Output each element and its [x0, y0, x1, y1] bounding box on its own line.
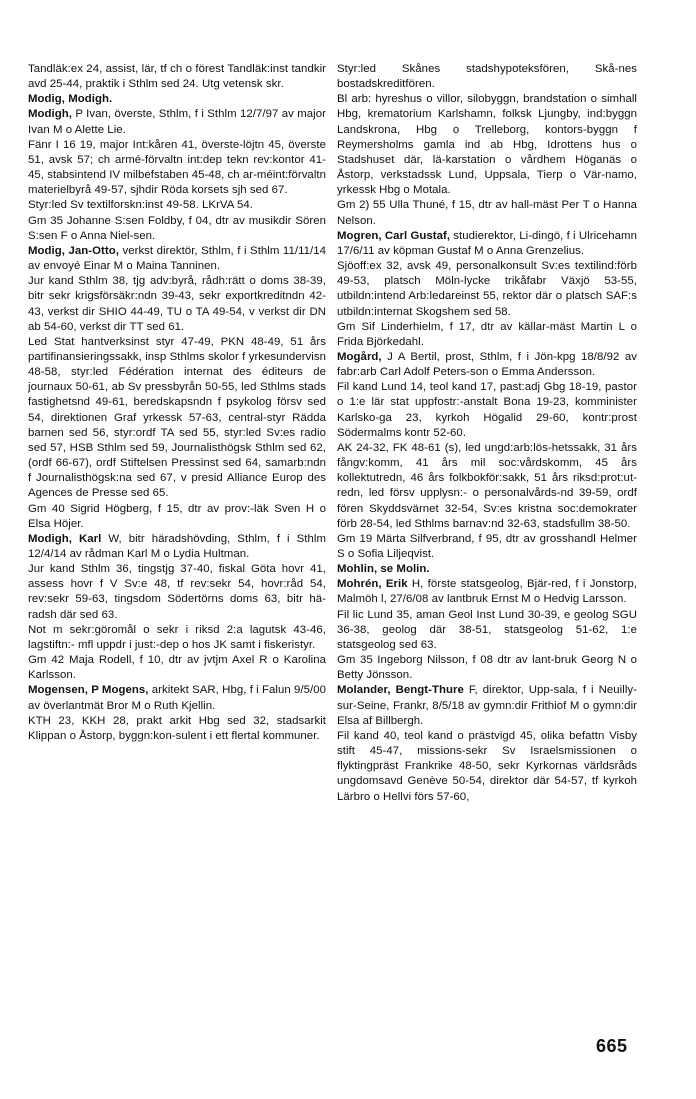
- entry-headword: Mohrén, Erik: [337, 578, 408, 591]
- right-column: [337, 62, 637, 805]
- entry-text: Fil lic Lund 35, aman Geol Inst Lund 30-39, e geolog SGU 36-38, geolog där 38-51, statsgeolog 51-62, 1:e statsgeolog sed 63.: [337, 608, 637, 651]
- entry-paragraph: [28, 244, 326, 274]
- entry-paragraph: [337, 577, 637, 607]
- entry-paragraph: [28, 653, 326, 683]
- entry-paragraph: [337, 562, 637, 577]
- entry-text: Gm 19 Märta Silfverbrand, f 95, dtr av grosshandl Helmer S o Sofia Liljeqvist.: [337, 532, 637, 560]
- entry-headword: Molander, Bengt-Thure: [337, 684, 464, 697]
- entry-text: Fil kand Lund 14, teol kand 17, past:adj Gbg 18-19, pastor o 1:e lär stat uppfostr:-anstalt Bona 19-23, komminister Karlsko-ga 23, kyrkoh Högalid 29-60, kontr:prost Södermalms kontr 52-60.: [337, 381, 637, 439]
- entry-paragraph: [337, 350, 637, 380]
- entry-paragraph: [28, 62, 326, 92]
- entry-paragraph: [28, 107, 326, 137]
- entry-text: Gm 40 Sigrid Högberg, f 15, dtr av prov:-läk Sven H o Elsa Höjer.: [28, 502, 326, 530]
- entry-headword: Mogren, Carl Gustaf,: [337, 229, 451, 242]
- entry-text: J A Bertil, prost, Sthlm, f i Jön-kpg 18/8/92 av fabr:arb Carl Adolf Peters-son o Emma Andersson.: [337, 350, 637, 379]
- entry-paragraph: [28, 502, 326, 532]
- entry-text: KTH 23, KKH 28, prakt arkit Hbg sed 32, stadsarkit Klippan o Åstorp, byggn:kon-sulent i ett flertal kommuner.: [28, 714, 326, 742]
- entry-text: Fänr I 16 19, major Int:kåren 41, överste-löjtn 45, överste 51, avsk 57; ch armé-förvaltn int:dep tekn rev:kontor 41-45, stabsintend IV milbefstaben 45-48, ch ar-méint:förvaltn materielbyrå 49-57, sjhdir Röda korsets sjh sed 67.: [28, 138, 326, 197]
- entry-text: arkitekt SAR, Hbg, f i Falun 9/5/00 av överlantmät Bror M o Ruth Kjellin.: [28, 684, 327, 712]
- entry-text: W, bitr häradshövding, Sthlm, f i Sthlm 12/4/14 av rådman Karl M o Lydia Hultman.: [28, 532, 326, 560]
- entry-paragraph: [28, 214, 326, 244]
- entry-text: Jur kand Sthlm 36, tingstjg 37-40, fiskal Göta hovr 41, assess hovr f V Sv:e 48, tf rev:sekr 54, hovr:råd 54, rev:sekr 59-63, tingsdom Södertörns doms 63, bitr hä-radsh där sed 63.: [28, 563, 326, 621]
- entry-paragraph: [337, 441, 637, 532]
- entry-text: Not m sekr:göromål o sekr i riksd 2:a lagutsk 43-46, lagstiftn:- mfl uppdr i just:-dep o hos JK samt i fiskeristyr.: [28, 623, 326, 651]
- entry-paragraph: [337, 62, 637, 92]
- entry-text: Gm 2) 55 Ulla Thuné, f 15, dtr av hall-mäst Per T o Hanna Nelson.: [337, 199, 637, 227]
- entry-paragraph: [28, 335, 326, 502]
- entry-text: Bl arb: hyreshus o villor, silobyggn, brandstation o simhall Hbg, krematorium Karlshamn, folksk Ljungby, ind:byggn Landskrona, Hbg o Trelleborg, kontors-byggn f Reymersholms gamla ind ab Hbg, Idrottens hus o Stadshuset där, lä-karstation o vårdhem Höganäs o Åstorp, verkstadssk Lund, Uppsala, Tierp o Vär-namo, yrkessk Hbg o Motala.: [337, 93, 637, 197]
- entry-headword: Modig, Modigh.: [28, 93, 113, 106]
- entry-paragraph: [337, 198, 637, 228]
- entry-paragraph: [28, 532, 326, 562]
- entry-paragraph: [337, 229, 637, 259]
- entry-paragraph: [28, 138, 326, 199]
- entry-paragraph: [337, 653, 637, 683]
- entry-text: P Ivan, överste, Sthlm, f i Sthlm 12/7/97 av major Ivan M o Alette Lie.: [28, 108, 326, 136]
- entry-headword: Mohlin, se Molin.: [337, 563, 430, 576]
- entry-paragraph: [28, 198, 326, 213]
- entry-paragraph: [28, 623, 326, 653]
- entry-text: H, förste statsgeolog, Bjär-red, f i Jonstorp, Malmöh l, 27/6/08 av lantbruk Ernst M o Hedvig Larsson.: [337, 578, 637, 606]
- entry-paragraph: [337, 380, 637, 441]
- entry-headword: Modigh,: [28, 108, 72, 121]
- entry-headword: Mogensen, P Mogens,: [28, 684, 149, 697]
- entry-paragraph: [337, 729, 637, 805]
- entry-text: F, direktor, Upp-sala, f i Neuilly-sur-Seine, Frankr, 8/5/18 av gymn:dir Frithiof M o gymn:dir Elsa af Billbergh.: [337, 684, 637, 727]
- entry-text: Led Stat hantverksinst styr 47-49, PKN 48-49, 51 års partifinansieringssakk, insp Sthlms skolor f yrkesundervisn 48-58, styr:led Fédération internat des éditeurs de journaux 50-61, ab Sv pressbyrån 50-55, led Sthlms stads fastighetsnd 49-61, beredskapsndn f psykolog försv sed 54, direktionen Graf yrkessk 57-63, central-styr Rädda barnen sed 56, styr:ordf TA sed 55, styr:led Sv:es radio sed 57, HSB Sthlm sed 59, Journalisthögsk Sthlm sed 62, (ordf 66-67), ordf Stiftelsen Pressinst sed 64, samarb:ndn f Journalisthögsk:na sed 67, v presid Alliance Europ des Agences de Presse sed 65.: [28, 335, 326, 500]
- entry-paragraph: [28, 683, 326, 713]
- entry-paragraph: [337, 92, 637, 198]
- entry-text: Jur kand Sthlm 38, tjg adv:byrå, rådh:rätt o doms 38-39, bitr sekr krigsförsäkr:ndn 39-43, sekr exportkreditndn 42-43, verkst dir SHIO 44-49, TU o TA 49-54, v verkst dir DN ab 54-60, verkst dir TT sed 61.: [28, 275, 326, 333]
- entry-headword: Modigh, Karl: [28, 532, 102, 545]
- entry-text: Tandläk:ex 24, assist, lär, tf ch o förest Tandläk:inst tandkir avd 25-44, praktik i Sthlm sed 24. Utg vetensk skr.: [28, 63, 326, 91]
- entry-headword: Modig, Jan-Otto,: [28, 244, 119, 257]
- entry-headword: Mogård,: [337, 350, 382, 363]
- entry-text: studierektor, Li-dingö, f i Ulricehamn 17/6/11 av köpman Gustaf M o Anna Grenzelius.: [337, 229, 637, 257]
- entry-text: Gm Sif Linderhielm, f 17, dtr av källar-mäst Martin L o Frida Björkedahl.: [337, 320, 637, 348]
- entry-paragraph: [28, 274, 326, 335]
- entry-paragraph: [28, 714, 326, 744]
- left-column: [28, 62, 326, 744]
- entry-text: verkst direktör, Sthlm, f i Sthlm 11/11/14 av envoyé Einar M o Maina Tanninen.: [28, 244, 326, 273]
- entry-paragraph: [337, 259, 637, 320]
- entry-paragraph: [28, 92, 326, 107]
- entry-text: AK 24-32, FK 48-61 (s), led ungd:arb:lös-hetssakk, 31 års fångv:komm, 41 års mil soc:vårdskomm, 45 års kollektutredn, 46 års folkbokför:sakk, 51 års riksd:prot:ut-redn, led försv upplysn:- o personalvårds-nd 39-59, ordf fören Skyddsvärnet 32-54, Sv:es kristna soc:demokrater förb 28-54, led Sthlms barnav:nd 32-63, stadsfullm 38-50.: [337, 441, 637, 530]
- entry-text: Sjöoff:ex 32, avsk 49, personalkonsult Sv:es textilind:förb 49-53, platsch Möln-lycke trikåfabr Växjö 53-55, utbildn:intend Arb:ledareinst 55, rektor där o platsch SAF:s utbildn:internat Skogshem sed 58.: [337, 260, 637, 318]
- entry-text: Fil kand 40, teol kand o prästvigd 45, olika befattn Visby stift 45-47, missions-sekr Sv Israelsmissionen o flyktingpräst Frankrike 48-50, sekr Kyrkornas världsråds ungdomsavd Genève 50-54, direktor där 54-57, tf kyrkoh Lärbro o Hellvi förs 57-60,: [337, 729, 637, 803]
- entry-paragraph: [28, 562, 326, 623]
- entry-paragraph: [337, 532, 637, 562]
- entry-text: Gm 35 Ingeborg Nilsson, f 08 dtr av lant-bruk Georg N o Betty Jönsson.: [337, 654, 637, 682]
- entry-text: Styr:led Skånes stadshypoteksfören, Skå-nes bostadskreditfören.: [337, 63, 637, 91]
- page-number: 665: [596, 1036, 628, 1056]
- entry-paragraph: [337, 608, 637, 653]
- entry-paragraph: [337, 683, 637, 728]
- entry-text: Gm 35 Johanne S:sen Foldby, f 04, dtr av musikdir Sören S:sen F o Anna Niel-sen.: [28, 214, 326, 242]
- entry-text: Gm 42 Maja Rodell, f 10, dtr av jvtjm Axel R o Karolina Karlsson.: [28, 654, 326, 682]
- entry-text: Styr:led Sv textilforskn:inst 49-58. LKrVA 54.: [28, 199, 253, 212]
- entry-paragraph: [337, 320, 637, 350]
